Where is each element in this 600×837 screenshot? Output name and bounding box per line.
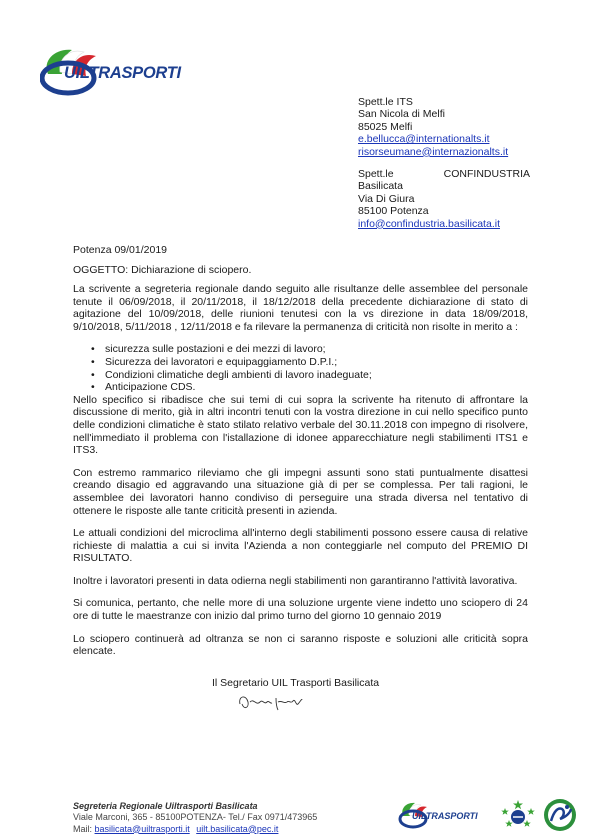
recipient-its <box>358 96 508 158</box>
paragraph: La scrivente a segreteria regionale dando seguito alle risultanze delle assemblee del personale tenute il 06/09/2018, il 20/11/2018, il 18/12/2018 della precedente dichiarazione di stato di agitazione del 10/09/2018, delle riunioni tenutesi con la vs direzione in data 18/09/2018, 9/10/2018, 5/11/2018 , 12/11/2018 e fa rilevare la permanenza di criticità non risolte in merito a : <box>73 283 528 333</box>
recipient-salutation: Spett.le <box>358 168 394 180</box>
paragraph: Inoltre i lavoratori presenti in data odierna negli stabilimenti non garantiranno l'attività lavorativa. <box>73 574 518 587</box>
recipient-line: San Nicola di Melfi <box>358 108 445 121</box>
logo-wordmark: UILTRASPORTI <box>64 64 181 82</box>
recipient-confindustria <box>358 168 530 230</box>
footer-mail-line <box>73 824 317 835</box>
footer-org: Segreteria Regionale Uiltrasporti Basilicata <box>73 801 258 811</box>
recipient-line <box>358 168 530 180</box>
itf-logo-icon <box>540 797 580 833</box>
paragraph: Nello specifico si ribadisce che sui temi di cui sopra la scrivente ha ritenuto di affrontare la discussione di merito, già in altri incontri tenuti con la vostra direzione in cui nello specifico punto delle condizioni climatiche è stato stilato relativo verbale del 30.11.2018 con impegno di risolvere, nell'immediato il problema con l'istallazione di idonee apparecchiature negli stabilimenti ITS1 e ITS3. <box>73 393 528 457</box>
letter-subject: OGGETTO: Dichiarazione di sciopero. <box>73 264 252 276</box>
recipient-email-link[interactable]: info@confindustria.basilicata.it <box>358 217 500 230</box>
recipient-company: CONFINDUSTRIA <box>443 168 530 180</box>
paragraph: Le attuali condizioni del microclima all'interno degli stabilimenti possono essere causa di relative richieste di malattia a cui si invita l'Azienda a non conteggiarle nel computo del PREMIO DI RISULTATO. <box>73 527 528 565</box>
list-item: • Condizioni climatiche degli ambienti di lavoro inadeguate; <box>73 369 528 382</box>
recipient-email-link[interactable]: e.bellucca@internationalts.it <box>358 133 490 146</box>
signatory: Il Segretario UIL Trasporti Basilicata <box>212 677 380 689</box>
recipient-line: 85100 Potenza <box>358 205 429 218</box>
footer-logo-wordmark: UILTRASPORTI <box>412 811 478 821</box>
recipient-line: Basilicata <box>358 180 403 193</box>
handwritten-signature <box>236 692 306 714</box>
recipient-email-link[interactable]: risorseumane@internazionalts.it <box>358 145 509 158</box>
paragraph: Lo sciopero continuerà ad oltranza se non ci saranno risposte e soluzioni alle criticità sopra elencate. <box>73 632 528 658</box>
footer-mail-label: Mail: <box>73 823 93 834</box>
recipient-line: 85025 Melfi <box>358 120 413 133</box>
paragraph: Con estremo rammarico rileviamo che gli impegni assunti sono stati puntualmente disattesi creando disagio ed aggravando una situazione già di per se complessa. Per tali ragioni, le assemblee dei lavoratori hanno condiviso di perseguire una strada diversa nel tentativo di ottenere le risposte alle tante criticità presenti in azienda. <box>73 466 528 517</box>
footer-info <box>73 801 317 835</box>
paragraph: Si comunica, pertanto, che nelle more di una soluzione urgente viene indetto uno sciopero di 24 ore di tutte le maestranze con inizio dal primo turno del giorno 10 gennaio 2019 <box>73 597 528 623</box>
recipient-line: Via Di Giura <box>358 192 415 205</box>
uiltrasporti-logo <box>40 40 200 100</box>
footer-email-link[interactable]: uilt.basilicata@pec.it <box>196 823 279 834</box>
letter-date: Potenza 09/01/2019 <box>73 244 167 256</box>
criticality-list <box>73 343 528 393</box>
footer-email-link[interactable]: basilicata@uiltrasporti.it <box>94 823 190 834</box>
letter-body <box>73 283 528 658</box>
list-item: • Anticipazione CDS. <box>73 381 528 394</box>
itf-stars-emblem-icon <box>500 798 536 832</box>
list-item: • Sicurezza dei lavoratori e equipaggiamento D.P.I.; <box>73 356 528 369</box>
footer-address: Viale Marconi, 365 - 85100POTENZA- Tel./ Fax 0971/473965 <box>73 812 318 823</box>
list-item: • sicurezza sulle postazioni e dei mezzi di lavoro; <box>73 343 528 356</box>
recipient-line: Spett.le ITS <box>358 96 413 108</box>
footer-uiltrasporti-logo <box>398 798 494 832</box>
